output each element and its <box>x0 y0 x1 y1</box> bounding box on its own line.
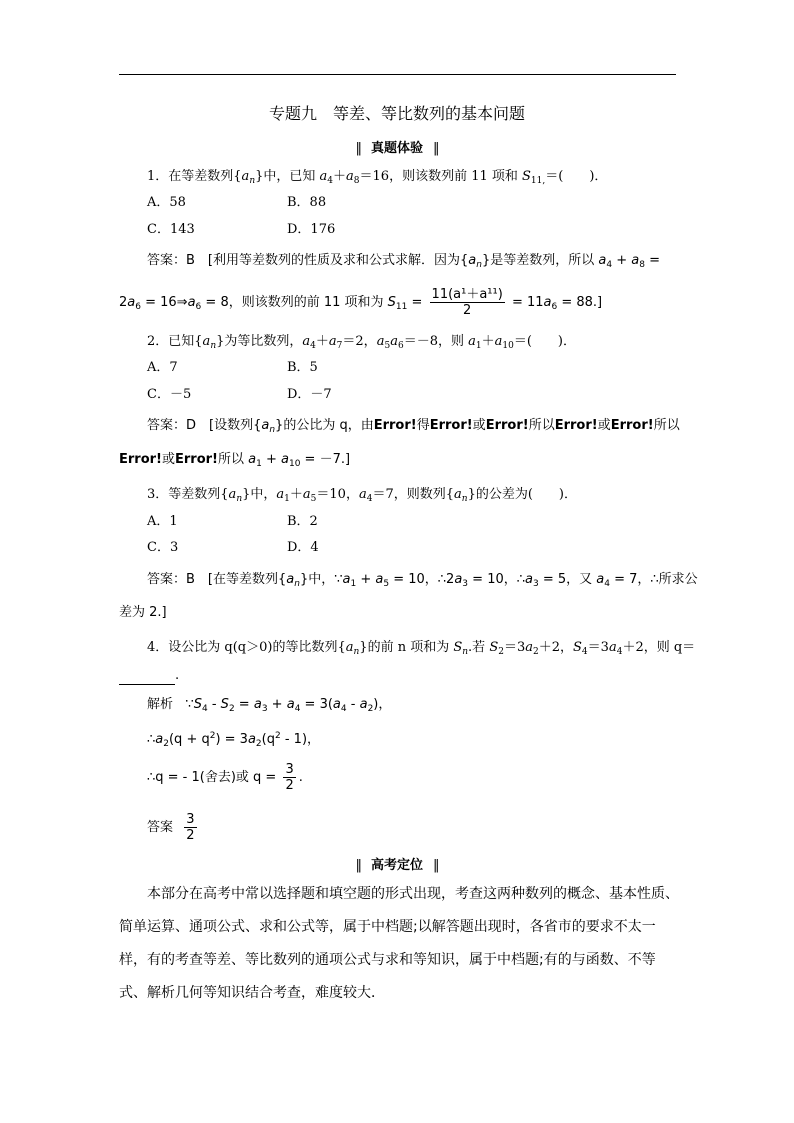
section-heading-label: 真题体验 <box>370 141 423 156</box>
question-4-answer: 答案 $\frac{3}{2}$ <box>147 812 195 843</box>
question-1-option-a: A．58 <box>147 195 186 210</box>
exam-position-paragraph: 本部分在高考中常以选择题和填空题的形式出现，考查这两种数列的概念、基本性质、简单运算、通项公式、求和公式等，属于中档题;以解答题出现时，各省市的要求不太一样，有的考查等差、等比数列的通项公式与求和等知识，属于中档题;有的与函数、不等式、解析几何等知识结合考查，难度较大． <box>119 886 679 1001</box>
section-heading-real-exam: ‖ 真题体验 ‖ <box>355 141 439 156</box>
answer-blank <box>119 668 175 685</box>
question-3-stem: 3．等差数列$\{a_n\}$中，$a_1+a_5=10$，$a_4=7$，则数列$\{a_n\}$的公差为( )． <box>147 487 577 504</box>
question-3-option-d: D．4 <box>287 540 319 555</box>
question-1-stem: 1．在等差数列$\{a_n\}$中，已知 $a_4+a_8=16$，则该数列前 11 项和 $S_{11,}=$( )． <box>147 169 608 186</box>
question-2-option-b: B．5 <box>287 360 318 375</box>
question-1-option-c: C．143 <box>147 222 195 237</box>
sum-fraction: $\frac{\text{11(a¹＋a¹¹)}}{2}$ <box>431 287 503 318</box>
question-1-option-d: D．176 <box>287 222 336 237</box>
question-4-blank-line: . <box>119 668 179 685</box>
section-heading-label: 高考定位 <box>370 858 423 873</box>
solution-line-1: 解析 $\because S_4 - S_2 = a_3 + a_4 = 3(a_4 - a_2)$， <box>147 697 392 714</box>
solution-fraction: $\frac{3}{2}$ <box>285 762 294 793</box>
question-3-option-b: B．2 <box>287 514 318 529</box>
question-1-answer-line-2: $2a_6$ = $16\Rightarrow a_6 = 8$，则该数列的前 11 项和为 $S_{11}$ = $\frac{\text{11(a¹＋a¹¹)}}{2}$ = $11a_6 = 88$.] <box>119 287 603 318</box>
question-1-answer-line-1: 答案：B [利用等差数列的性质及求和公式求解．因为$\{a_n\}$是等差数列，所以 $a_4 + a_8$ = <box>147 253 660 270</box>
question-3-answer-line-2: 差为 2.] <box>119 605 167 620</box>
solution-line-2: $\therefore a_2(q + q^2) = 3a_2(q^2 - 1)$， <box>147 731 321 749</box>
answer-fraction: $\frac{3}{2}$ <box>186 812 195 843</box>
question-2-answer-line-2: Error!或Error!所以 $a_1 + a_{10} = -7$.] <box>119 452 351 469</box>
question-2-option-a: A．7 <box>147 360 178 375</box>
question-2-option-d: D．－7 <box>287 387 332 402</box>
question-2-answer-line-1: 答案：D [设数列$\{a_n\}$的公比为 q，由Error!得Error!或Error!所以Error!或Error!所以 <box>147 418 680 435</box>
solution-line-3: ∴q = - 1(舍去)或 q = $\frac{3}{2}$ . <box>147 762 303 793</box>
question-3-option-c: C．3 <box>147 540 179 555</box>
question-3-answer-line-1: 答案：B [在等差数列$\{a_n\}$中，$\because a_1 + a_5 = 10$，$\therefore 2a_3 = 10$，$\therefore a_3 = 5$，又 $a_4 = 7$，∴所求公 <box>147 572 698 589</box>
question-3-option-a: A．1 <box>147 514 178 529</box>
page-title: 专题九 等差、等比数列的基本问题 <box>268 104 525 123</box>
question-4-stem: 4．设公比为 q(q＞0)的等比数列$\{a_n\}$的前 n 项和为 $S_n$.若 $S_2=3a_2+2$，$S_4=3a_4+2$，则 q＝ <box>147 640 696 657</box>
question-2-stem: 2．已知$\{a_n\}$为等比数列，$a_4+a_7=2$，$a_5a_6=-8$，则 $a_1+a_{10}=$( )． <box>147 334 576 351</box>
header-rule <box>119 74 676 75</box>
question-2-option-c: C．－5 <box>147 387 192 402</box>
question-1-option-b: B．88 <box>287 195 327 210</box>
section-heading-exam-position: ‖ 高考定位 ‖ <box>355 858 439 873</box>
